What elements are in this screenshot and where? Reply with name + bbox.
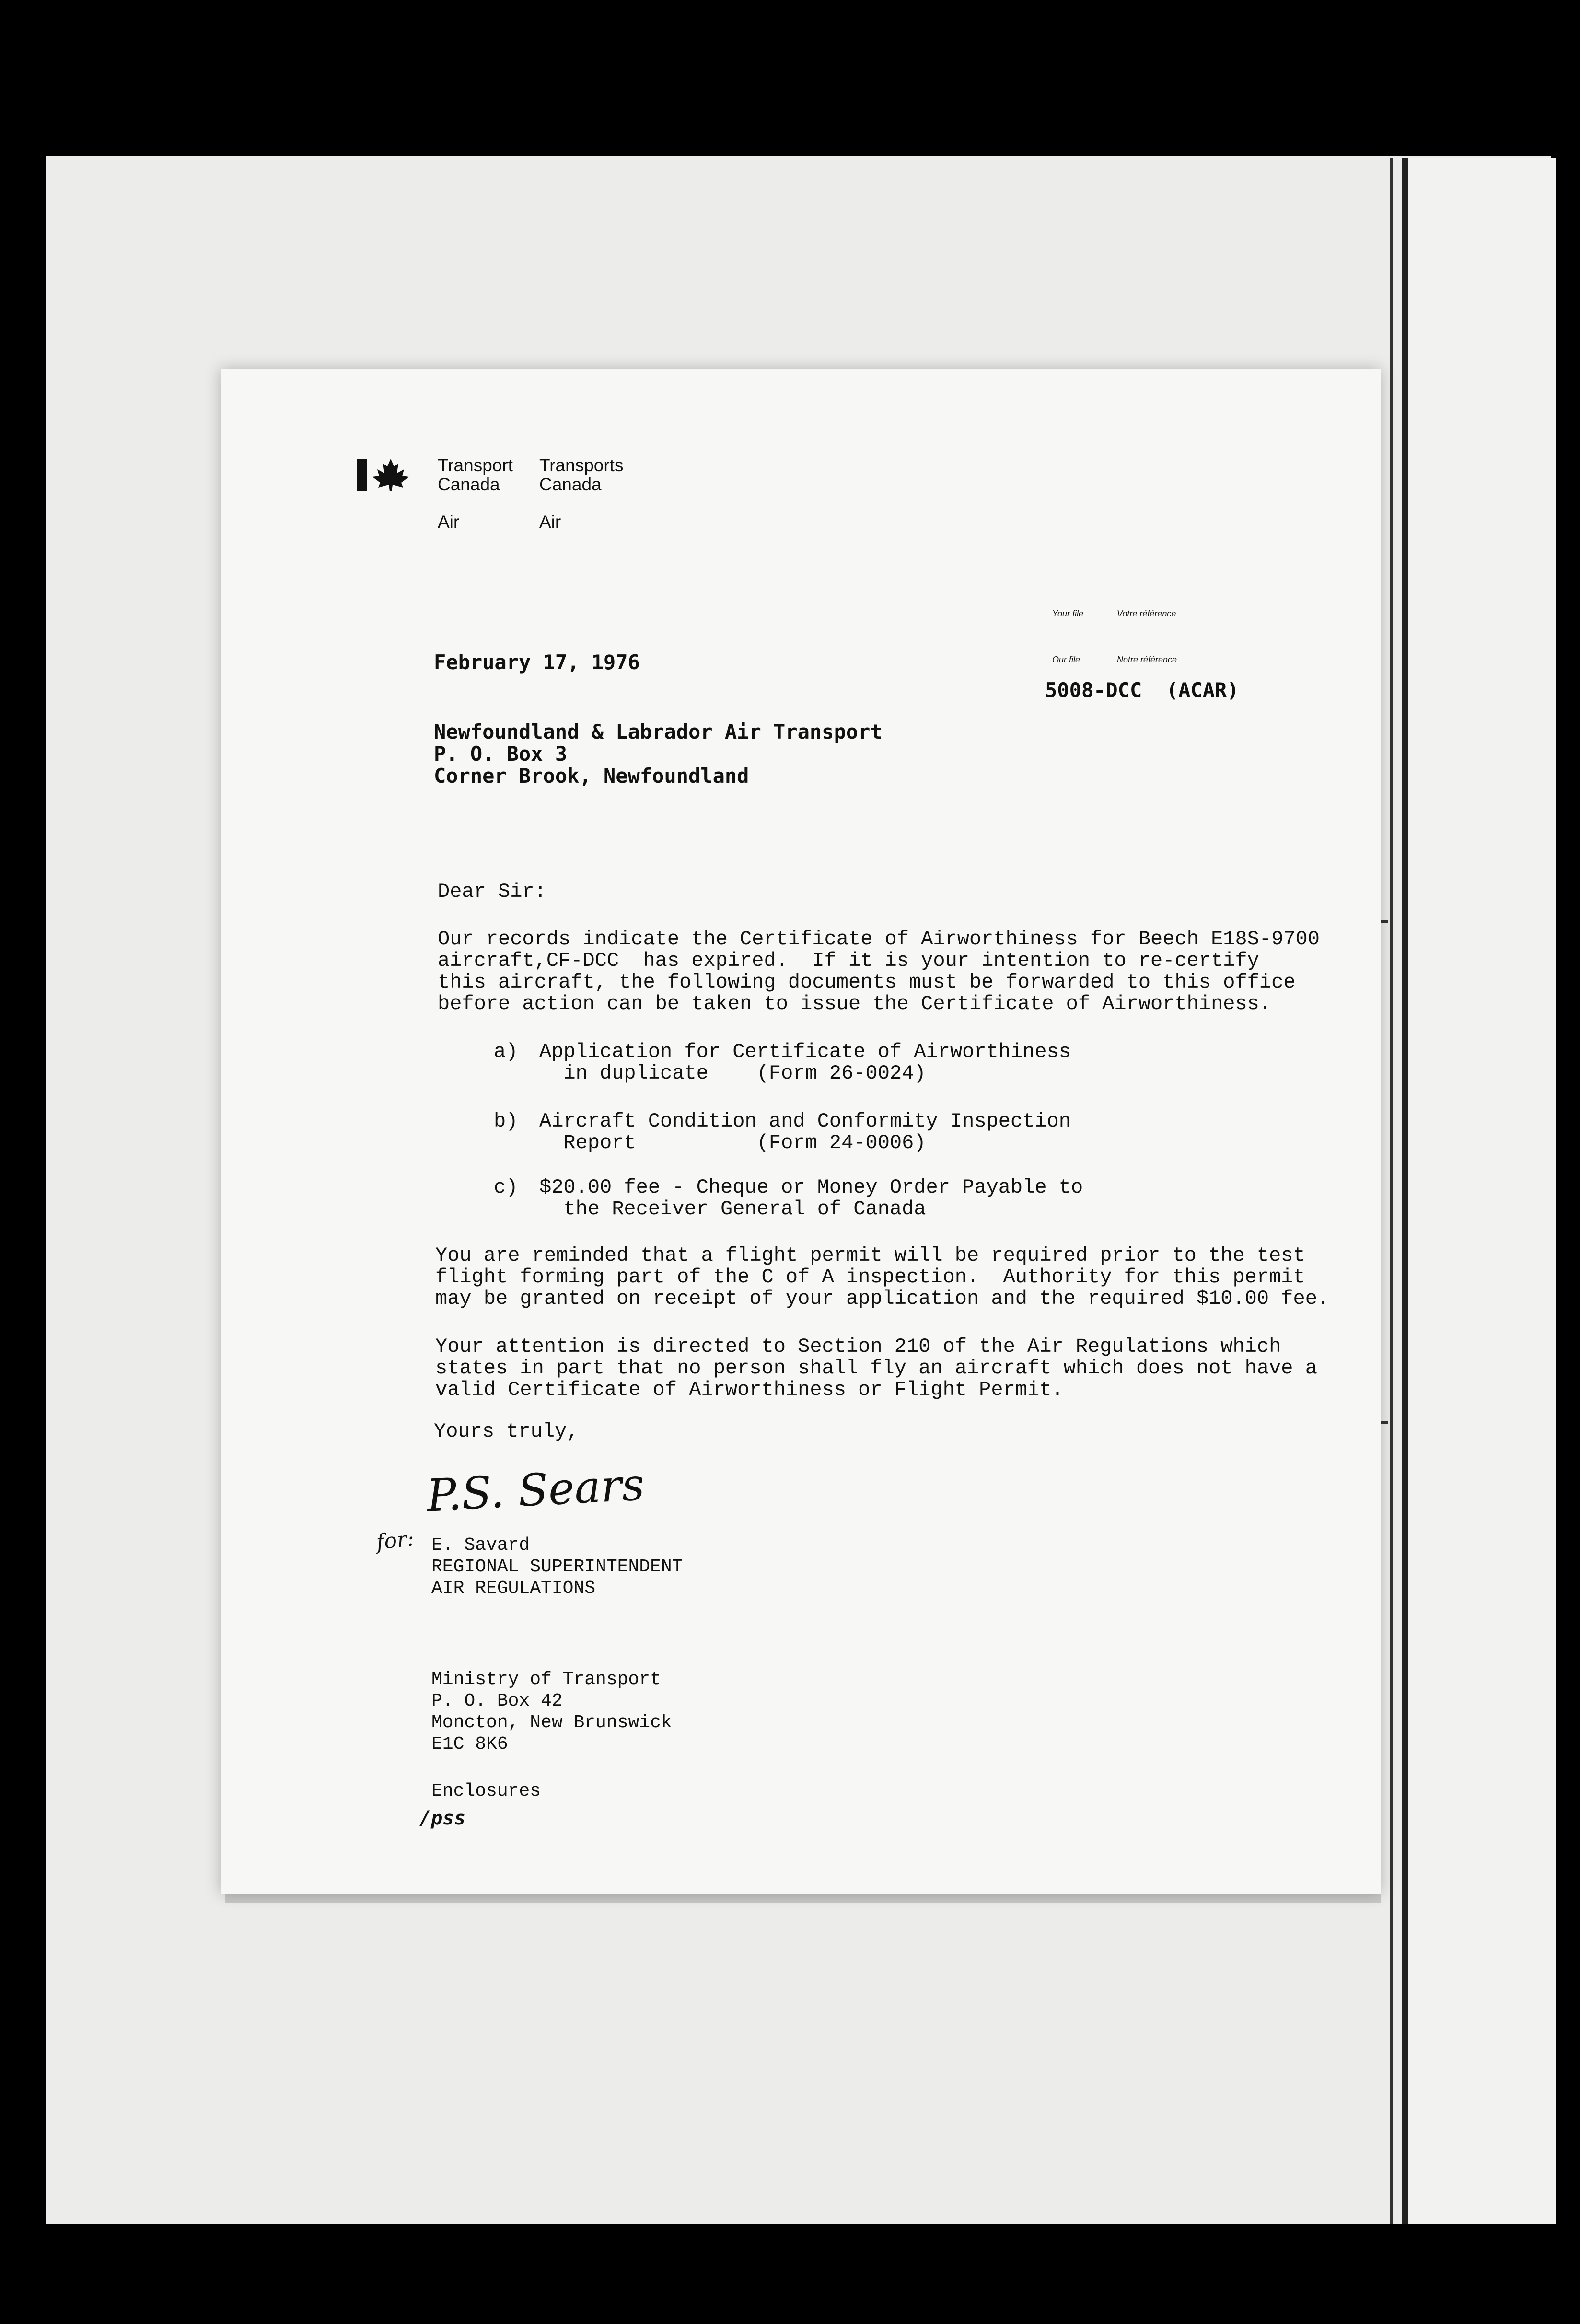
sender-address-line: Ministry of Transport [431,1669,661,1690]
sender-address-line: P. O. Box 42 [431,1691,563,1711]
recipient-line: Corner Brook, Newfoundland [434,764,749,788]
dept-name-fr-line1: Transports [539,455,624,475]
list-item-line: $20.00 fee - Cheque or Money Order Payable to [539,1176,1083,1199]
paragraph-line: before action can be taken to issue the Certificate of Airworthiness. [438,992,1272,1015]
paragraph-line: this aircraft, the following documents must be forwarded to this office [438,971,1296,994]
list-item-line: Aircraft Condition and Conformity Inspection [539,1110,1071,1133]
maple-leaf-icon [372,458,410,491]
paragraph-line: may be granted on receipt of your application and the required $10.00 fee. [435,1287,1330,1310]
branch-en: Air [438,512,460,532]
page-fold-line [1390,158,1393,2224]
list-item-line: in duplicate (Form 26-0024) [539,1062,926,1085]
branch-fr: Air [539,512,561,532]
paragraph-line: states in part that no person shall fly an aircraft which does not have a [435,1357,1317,1380]
canada-flag-bar [357,459,367,491]
our-file-label-fr: Notre référence [1117,655,1177,664]
closing: Yours truly, [434,1420,579,1443]
salutation: Dear Sir: [438,880,546,903]
list-item-line: Application for Certificate of Airworthiness [539,1040,1071,1063]
our-file-label-en: Our file [1052,655,1080,664]
enclosures: Enclosures [431,1781,541,1801]
sender-address-line: E1C 8K6 [431,1734,508,1755]
paragraph-line: flight forming part of the C of A inspection. Authority for this permit [435,1266,1305,1289]
recipient-line: Newfoundland & Labrador Air Transport [434,720,883,744]
your-file-label-fr: Votre référence [1117,609,1176,618]
signatory-line: REGIONAL SUPERINTENDENT [431,1557,683,1577]
letter-date: February 17, 1976 [434,651,640,674]
dept-name-fr-line2: Canada [539,475,602,494]
your-file-label-en: Your file [1052,609,1084,618]
sender-address-line: Moncton, New Brunswick [431,1712,672,1733]
list-marker: b) [494,1110,518,1133]
page-right-edge [1402,158,1556,2224]
list-marker: a) [494,1040,518,1063]
handwritten-signature: P.S. Sears [425,1459,646,1522]
our-file-number: 5008-DCC (ACAR) [1045,678,1239,702]
signatory-line: AIR REGULATIONS [431,1578,596,1599]
paragraph-line: You are reminded that a flight permit will be required prior to the test [435,1244,1305,1267]
list-item-line: Report (Form 24-0006) [539,1131,926,1154]
recipient-line: P. O. Box 3 [434,742,568,766]
paragraph-line: Your attention is directed to Section 210 of the Air Regulations which [435,1335,1281,1358]
signatory-line: E. Savard [431,1535,530,1556]
list-marker: c) [494,1176,518,1199]
list-item-line: the Receiver General of Canada [539,1197,926,1220]
dept-name-en-line1: Transport [438,455,513,475]
typist-initials: /pss [419,1807,466,1829]
paragraph-line: aircraft,CF-DCC has expired. If it is your intention to re-certify [438,949,1259,972]
dept-name-en-line2: Canada [438,475,500,494]
for-mark: for: [375,1526,416,1555]
paragraph-line: valid Certificate of Airworthiness or Flight Permit. [435,1378,1064,1401]
paragraph-line: Our records indicate the Certificate of Airworthiness for Beech E18S-9700 [438,928,1320,951]
